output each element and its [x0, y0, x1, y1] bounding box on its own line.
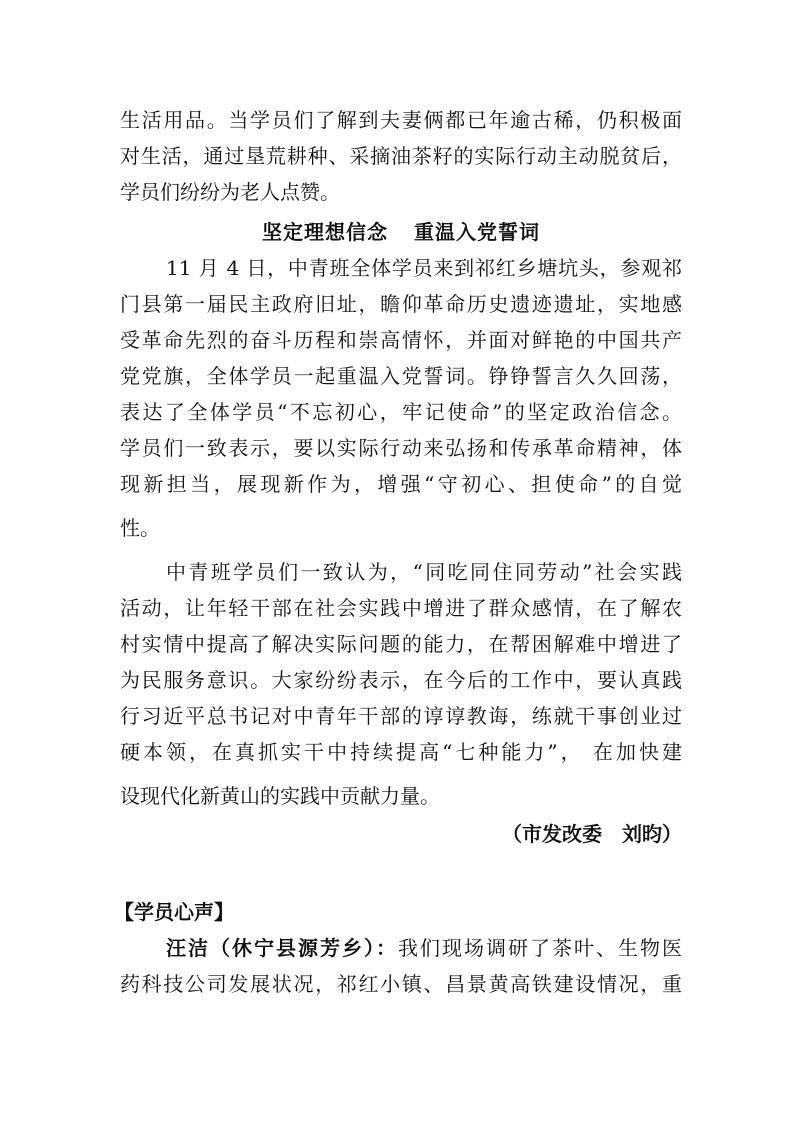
oath-line-1: 11 月 4 日，中青班全体学员来到祁红乡塘坑头，参观祁: [166, 256, 682, 280]
section-title: 【学员心声】: [114, 900, 234, 924]
summary-line-6: 硬本领，在真抓实干中持续提高“七种能力”， 在加快建: [120, 740, 682, 764]
voice-line-1: [166, 930, 682, 966]
oath-line-4: 党党旗，全体学员一起重温入党誓词。铮铮誓言久久回荡，: [120, 364, 682, 388]
summary-line-5: 行习近平总书记对中青年干部的谆谆教诲，练就干事创业过: [120, 704, 682, 728]
summary-line-1: 中青班学员们一致认为，“同吃同住同劳动”社会实践: [166, 560, 682, 584]
speaker-name: 汪洁（休宁县源芳乡）：: [166, 936, 398, 960]
voice-line-2: 药科技公司发展状况，祁红小镇、昌景黄高铁建设情况，重: [120, 972, 682, 996]
summary-line-7: 设现代化新黄山的实践中贡献力量。: [120, 784, 440, 808]
oath-line-3: 受革命先烈的奋斗历程和崇高情怀，并面对鲜艳的中国共产: [120, 328, 682, 352]
article-signature: （市发改委 刘昀）: [502, 822, 682, 846]
heading-part-1: 坚定理想信念: [262, 220, 388, 244]
oath-line-6: 学员们一致表示，要以实际行动来弘扬和传承革命精神，体: [120, 436, 682, 460]
intro-line-3: 学员们纷纷为老人点赞。: [120, 180, 340, 204]
intro-line-2: 对生活，通过垦荒耕种、采摘油茶籽的实际行动主动脱贫后，: [120, 144, 682, 168]
summary-line-4: 为民服务意识。大家纷纷表示，在今后的工作中，要认真践: [120, 668, 682, 692]
oath-line-8: 性。: [120, 516, 160, 540]
oath-line-2: 门县第一届民主政府旧址，瞻仰革命历史遗迹遗址，实地感: [120, 292, 682, 316]
oath-line-7: 现新担当，展现新作为，增强“守初心、担使命”的自觉: [120, 472, 682, 496]
summary-line-3: 村实情中提高了解决实际问题的能力，在帮困解难中增进了: [120, 632, 682, 656]
section-heading: [120, 214, 682, 250]
voice-line-1-text: 我们现场调研了茶叶、生物医: [398, 936, 682, 960]
intro-line-1: 生活用品。当学员们了解到夫妻俩都已年逾古稀，仍积极面: [120, 108, 682, 132]
heading-part-2: 重温入党誓词: [414, 220, 540, 244]
summary-line-2: 活动，让年轻干部在社会实践中增进了群众感情，在了解农: [120, 596, 682, 620]
oath-line-5: 表达了全体学员“不忘初心，牢记使命”的坚定政治信念。: [120, 400, 682, 424]
